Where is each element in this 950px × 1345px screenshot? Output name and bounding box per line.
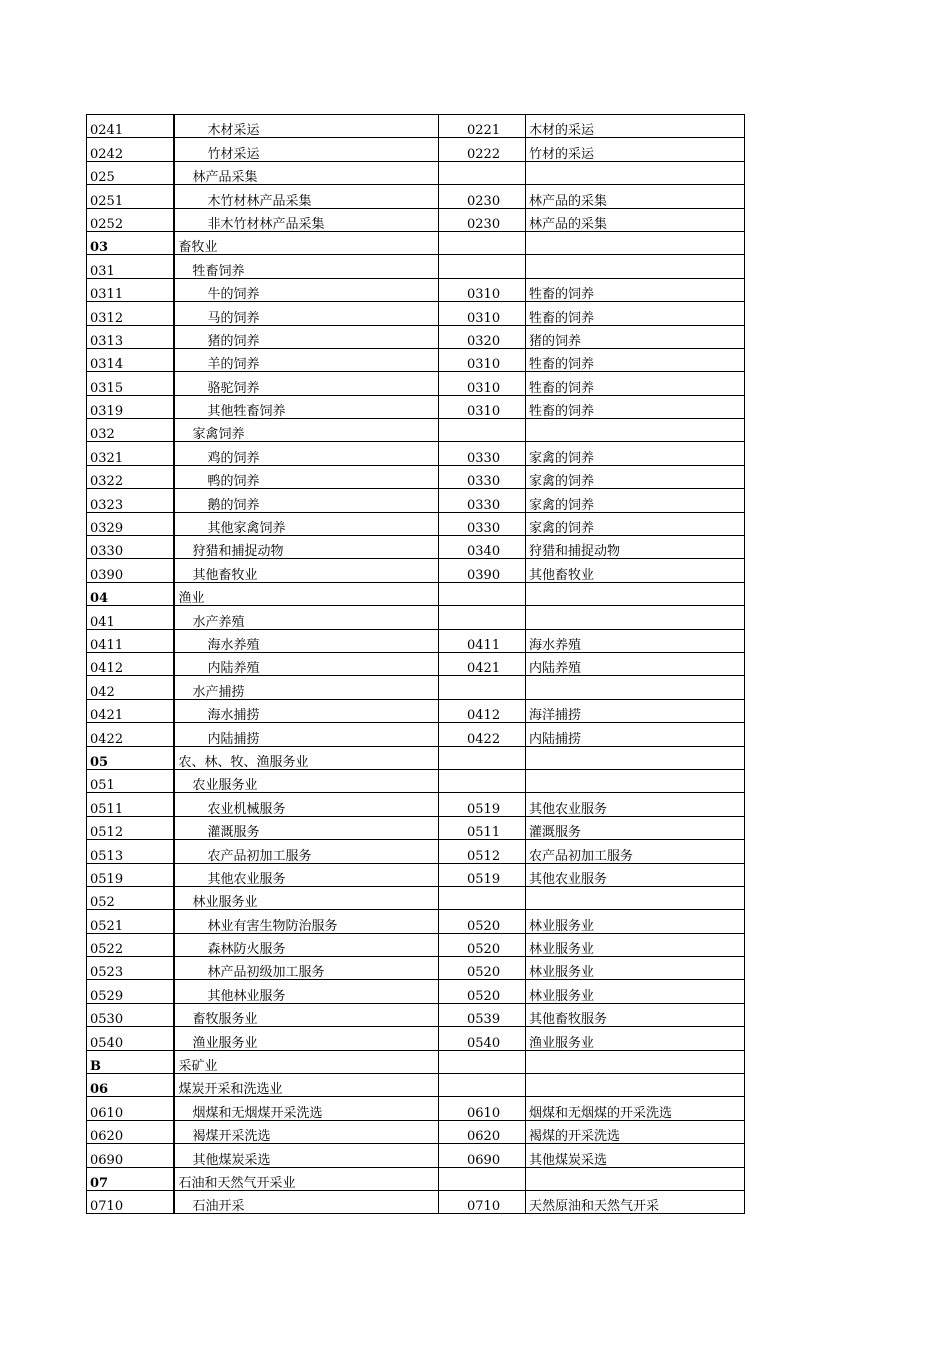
table-row <box>87 676 745 699</box>
old-code-cell: 0330 <box>439 489 526 512</box>
table-row <box>87 372 745 395</box>
table-row <box>87 957 745 980</box>
old-code-cell <box>439 886 526 909</box>
industry-name-cell: 猪的饲养 <box>174 325 439 348</box>
old-name-cell: 内陆养殖 <box>526 652 745 675</box>
industry-code-cell: 025 <box>87 161 174 184</box>
old-name-cell <box>526 161 745 184</box>
table-row <box>87 278 745 301</box>
industry-code-cell: 0412 <box>87 652 174 675</box>
industry-name-cell: 畜牧服务业 <box>174 1003 439 1026</box>
table-row <box>87 723 745 746</box>
old-name-cell <box>526 769 745 792</box>
industry-name-cell: 海水养殖 <box>174 629 439 652</box>
old-code-cell <box>439 1050 526 1073</box>
old-name-cell <box>526 676 745 699</box>
industry-name-cell: 鹅的饲养 <box>174 489 439 512</box>
industry-name-cell: 马的饲养 <box>174 302 439 325</box>
old-name-cell: 家禽的饲养 <box>526 512 745 535</box>
old-code-cell: 0330 <box>439 465 526 488</box>
industry-code-cell: 03 <box>87 231 174 254</box>
industry-name-cell: 农业机械服务 <box>174 793 439 816</box>
old-code-cell <box>439 161 526 184</box>
old-code-cell <box>439 255 526 278</box>
old-name-cell: 林业服务业 <box>526 957 745 980</box>
industry-name-cell: 羊的饲养 <box>174 348 439 371</box>
industry-name-cell: 农业服务业 <box>174 769 439 792</box>
table-row <box>87 536 745 559</box>
table-row <box>87 1144 745 1167</box>
old-name-cell <box>526 1074 745 1097</box>
old-code-cell: 0520 <box>439 910 526 933</box>
old-name-cell: 竹材的采运 <box>526 138 745 161</box>
industry-name-cell: 林产品初级加工服务 <box>174 957 439 980</box>
table-row <box>87 793 745 816</box>
old-code-cell <box>439 231 526 254</box>
table-row <box>87 863 745 886</box>
industry-name-cell: 牛的饲养 <box>174 278 439 301</box>
old-name-cell: 牲畜的饲养 <box>526 348 745 371</box>
industry-name-cell: 骆驼饲养 <box>174 372 439 395</box>
industry-name-cell: 鸡的饲养 <box>174 442 439 465</box>
table-row <box>87 348 745 371</box>
old-name-cell: 家禽的饲养 <box>526 489 745 512</box>
old-name-cell: 牲畜的饲养 <box>526 395 745 418</box>
old-code-cell: 0690 <box>439 1144 526 1167</box>
industry-name-cell: 海水捕捞 <box>174 699 439 722</box>
industry-code-cell: 0319 <box>87 395 174 418</box>
industry-name-cell: 林业有害生物防治服务 <box>174 910 439 933</box>
table-row <box>87 933 745 956</box>
industry-name-cell: 其他煤炭采选 <box>174 1144 439 1167</box>
industry-name-cell: 内陆养殖 <box>174 652 439 675</box>
industry-code-cell: 0513 <box>87 840 174 863</box>
industry-name-cell: 森林防火服务 <box>174 933 439 956</box>
table-row <box>87 1190 745 1213</box>
old-name-cell <box>526 886 745 909</box>
industry-name-cell: 其他林业服务 <box>174 980 439 1003</box>
classification-table <box>86 114 745 1214</box>
old-name-cell <box>526 582 745 605</box>
industry-name-cell: 其他牲畜饲养 <box>174 395 439 418</box>
industry-code-cell: 07 <box>87 1167 174 1190</box>
old-code-cell: 0320 <box>439 325 526 348</box>
old-name-cell: 农产品初加工服务 <box>526 840 745 863</box>
old-code-cell <box>439 606 526 629</box>
table-row <box>87 231 745 254</box>
old-code-cell <box>439 769 526 792</box>
old-code-cell: 0519 <box>439 793 526 816</box>
table-row <box>87 208 745 231</box>
old-code-cell: 0539 <box>439 1003 526 1026</box>
industry-code-cell: 0314 <box>87 348 174 371</box>
old-code-cell: 0412 <box>439 699 526 722</box>
old-code-cell: 0221 <box>439 115 526 138</box>
industry-name-cell: 畜牧业 <box>174 231 439 254</box>
industry-code-cell: 0315 <box>87 372 174 395</box>
table-row <box>87 629 745 652</box>
old-name-cell <box>526 419 745 442</box>
table-row <box>87 325 745 348</box>
table-body <box>87 115 745 1214</box>
industry-name-cell: 竹材采运 <box>174 138 439 161</box>
old-name-cell: 海洋捕捞 <box>526 699 745 722</box>
industry-code-cell: 051 <box>87 769 174 792</box>
table-row <box>87 699 745 722</box>
table-row <box>87 886 745 909</box>
industry-name-cell: 采矿业 <box>174 1050 439 1073</box>
old-name-cell <box>526 746 745 769</box>
industry-code-cell: 0519 <box>87 863 174 886</box>
industry-code-cell: 0529 <box>87 980 174 1003</box>
old-code-cell <box>439 746 526 769</box>
old-name-cell: 林业服务业 <box>526 910 745 933</box>
industry-code-cell: 042 <box>87 676 174 699</box>
industry-code-cell: 0690 <box>87 1144 174 1167</box>
old-code-cell: 0422 <box>439 723 526 746</box>
old-code-cell: 0310 <box>439 348 526 371</box>
table-row <box>87 395 745 418</box>
old-code-cell <box>439 1167 526 1190</box>
industry-name-cell: 林业服务业 <box>174 886 439 909</box>
table-row <box>87 302 745 325</box>
industry-code-cell: 032 <box>87 419 174 442</box>
old-name-cell: 内陆捕捞 <box>526 723 745 746</box>
industry-name-cell: 褐煤开采洗选 <box>174 1120 439 1143</box>
old-name-cell <box>526 606 745 629</box>
old-code-cell: 0511 <box>439 816 526 839</box>
table-row <box>87 1120 745 1143</box>
industry-code-cell: 0242 <box>87 138 174 161</box>
old-name-cell: 猪的饲养 <box>526 325 745 348</box>
industry-name-cell: 煤炭开采和洗选业 <box>174 1074 439 1097</box>
old-code-cell: 0411 <box>439 629 526 652</box>
industry-code-cell: 0322 <box>87 465 174 488</box>
old-name-cell: 牲畜的饲养 <box>526 372 745 395</box>
table-row <box>87 606 745 629</box>
table-row <box>87 489 745 512</box>
table-row <box>87 746 745 769</box>
industry-name-cell: 水产捕捞 <box>174 676 439 699</box>
table-row <box>87 185 745 208</box>
old-code-cell <box>439 1074 526 1097</box>
old-name-cell: 其他畜牧服务 <box>526 1003 745 1026</box>
old-code-cell <box>439 419 526 442</box>
old-code-cell: 0340 <box>439 536 526 559</box>
table-row <box>87 1050 745 1073</box>
industry-code-cell: 0313 <box>87 325 174 348</box>
industry-name-cell: 木材采运 <box>174 115 439 138</box>
industry-code-cell: 0411 <box>87 629 174 652</box>
industry-code-cell: 0620 <box>87 1120 174 1143</box>
industry-code-cell: 0321 <box>87 442 174 465</box>
industry-name-cell: 林产品采集 <box>174 161 439 184</box>
old-name-cell: 狩猎和捕捉动物 <box>526 536 745 559</box>
industry-code-cell: 0312 <box>87 302 174 325</box>
old-code-cell: 0230 <box>439 185 526 208</box>
old-name-cell: 其他畜牧业 <box>526 559 745 582</box>
industry-name-cell: 农产品初加工服务 <box>174 840 439 863</box>
industry-code-cell: 0530 <box>87 1003 174 1026</box>
table-row <box>87 512 745 535</box>
industry-code-cell: 0422 <box>87 723 174 746</box>
old-name-cell: 海水养殖 <box>526 629 745 652</box>
industry-code-cell: 0390 <box>87 559 174 582</box>
industry-code-cell: 0421 <box>87 699 174 722</box>
old-code-cell: 0310 <box>439 302 526 325</box>
old-name-cell <box>526 231 745 254</box>
industry-name-cell: 内陆捕捞 <box>174 723 439 746</box>
old-name-cell: 林产品的采集 <box>526 185 745 208</box>
industry-code-cell: 04 <box>87 582 174 605</box>
old-name-cell: 家禽的饲养 <box>526 465 745 488</box>
industry-code-cell: 0521 <box>87 910 174 933</box>
table-row <box>87 1003 745 1026</box>
table-row <box>87 442 745 465</box>
old-code-cell: 0512 <box>439 840 526 863</box>
old-code-cell: 0519 <box>439 863 526 886</box>
table-row <box>87 840 745 863</box>
table-row <box>87 816 745 839</box>
old-code-cell: 0330 <box>439 442 526 465</box>
industry-code-cell: 0330 <box>87 536 174 559</box>
table-row <box>87 161 745 184</box>
table-row <box>87 582 745 605</box>
old-name-cell: 其他农业服务 <box>526 793 745 816</box>
industry-name-cell: 鸭的饲养 <box>174 465 439 488</box>
industry-code-cell: 0252 <box>87 208 174 231</box>
old-name-cell <box>526 1050 745 1073</box>
industry-code-cell: 0540 <box>87 1027 174 1050</box>
old-code-cell: 0421 <box>439 652 526 675</box>
industry-code-cell: 0511 <box>87 793 174 816</box>
old-code-cell: 0540 <box>439 1027 526 1050</box>
old-name-cell <box>526 255 745 278</box>
old-code-cell: 0310 <box>439 372 526 395</box>
old-name-cell: 烟煤和无烟煤的开采洗选 <box>526 1097 745 1120</box>
industry-name-cell: 非木竹材林产品采集 <box>174 208 439 231</box>
old-code-cell: 0610 <box>439 1097 526 1120</box>
industry-code-cell: 0522 <box>87 933 174 956</box>
industry-code-cell: 0512 <box>87 816 174 839</box>
old-code-cell: 0230 <box>439 208 526 231</box>
old-code-cell: 0520 <box>439 957 526 980</box>
industry-code-cell: 0323 <box>87 489 174 512</box>
table-row <box>87 1027 745 1050</box>
industry-code-cell: 0710 <box>87 1190 174 1213</box>
table-row <box>87 255 745 278</box>
industry-name-cell: 狩猎和捕捉动物 <box>174 536 439 559</box>
old-name-cell: 其他农业服务 <box>526 863 745 886</box>
industry-code-cell: 0241 <box>87 115 174 138</box>
industry-name-cell: 农、林、牧、渔服务业 <box>174 746 439 769</box>
industry-code-cell: B <box>87 1050 174 1073</box>
table-row <box>87 1074 745 1097</box>
old-name-cell: 家禽的饲养 <box>526 442 745 465</box>
industry-name-cell: 石油开采 <box>174 1190 439 1213</box>
table-row <box>87 1097 745 1120</box>
industry-code-cell: 0311 <box>87 278 174 301</box>
old-name-cell: 牲畜的饲养 <box>526 302 745 325</box>
old-code-cell: 0710 <box>439 1190 526 1213</box>
old-code-cell <box>439 582 526 605</box>
industry-code-cell: 0329 <box>87 512 174 535</box>
old-name-cell: 林产品的采集 <box>526 208 745 231</box>
table-row <box>87 138 745 161</box>
old-name-cell: 灌溉服务 <box>526 816 745 839</box>
table-row <box>87 652 745 675</box>
old-code-cell: 0330 <box>439 512 526 535</box>
table-row <box>87 465 745 488</box>
old-code-cell: 0620 <box>439 1120 526 1143</box>
industry-code-cell: 05 <box>87 746 174 769</box>
old-name-cell <box>526 1167 745 1190</box>
industry-name-cell: 其他畜牧业 <box>174 559 439 582</box>
old-code-cell: 0520 <box>439 933 526 956</box>
table-row <box>87 769 745 792</box>
old-name-cell: 木材的采运 <box>526 115 745 138</box>
industry-name-cell: 水产养殖 <box>174 606 439 629</box>
table-row <box>87 910 745 933</box>
old-name-cell: 褐煤的开采洗选 <box>526 1120 745 1143</box>
industry-code-cell: 06 <box>87 1074 174 1097</box>
table-row <box>87 419 745 442</box>
industry-code-cell: 041 <box>87 606 174 629</box>
table-row <box>87 980 745 1003</box>
old-name-cell: 林业服务业 <box>526 933 745 956</box>
old-name-cell: 渔业服务业 <box>526 1027 745 1050</box>
industry-name-cell: 家禽饲养 <box>174 419 439 442</box>
old-code-cell <box>439 676 526 699</box>
table-row <box>87 115 745 138</box>
industry-name-cell: 灌溉服务 <box>174 816 439 839</box>
old-name-cell: 牲畜的饲养 <box>526 278 745 301</box>
old-name-cell: 其他煤炭采选 <box>526 1144 745 1167</box>
industry-code-cell: 0251 <box>87 185 174 208</box>
industry-name-cell: 其他农业服务 <box>174 863 439 886</box>
industry-code-cell: 0523 <box>87 957 174 980</box>
industry-code-cell: 052 <box>87 886 174 909</box>
old-code-cell: 0310 <box>439 278 526 301</box>
old-code-cell: 0310 <box>439 395 526 418</box>
old-code-cell: 0520 <box>439 980 526 1003</box>
industry-name-cell: 渔业 <box>174 582 439 605</box>
old-name-cell: 林业服务业 <box>526 980 745 1003</box>
old-code-cell: 0390 <box>439 559 526 582</box>
industry-code-cell: 031 <box>87 255 174 278</box>
old-code-cell: 0222 <box>439 138 526 161</box>
industry-name-cell: 渔业服务业 <box>174 1027 439 1050</box>
industry-code-cell: 0610 <box>87 1097 174 1120</box>
old-name-cell: 天然原油和天然气开采 <box>526 1190 745 1213</box>
table-row <box>87 1167 745 1190</box>
table-row <box>87 559 745 582</box>
industry-name-cell: 木竹材林产品采集 <box>174 185 439 208</box>
industry-name-cell: 牲畜饲养 <box>174 255 439 278</box>
industry-name-cell: 烟煤和无烟煤开采洗选 <box>174 1097 439 1120</box>
industry-name-cell: 其他家禽饲养 <box>174 512 439 535</box>
industry-name-cell: 石油和天然气开采业 <box>174 1167 439 1190</box>
